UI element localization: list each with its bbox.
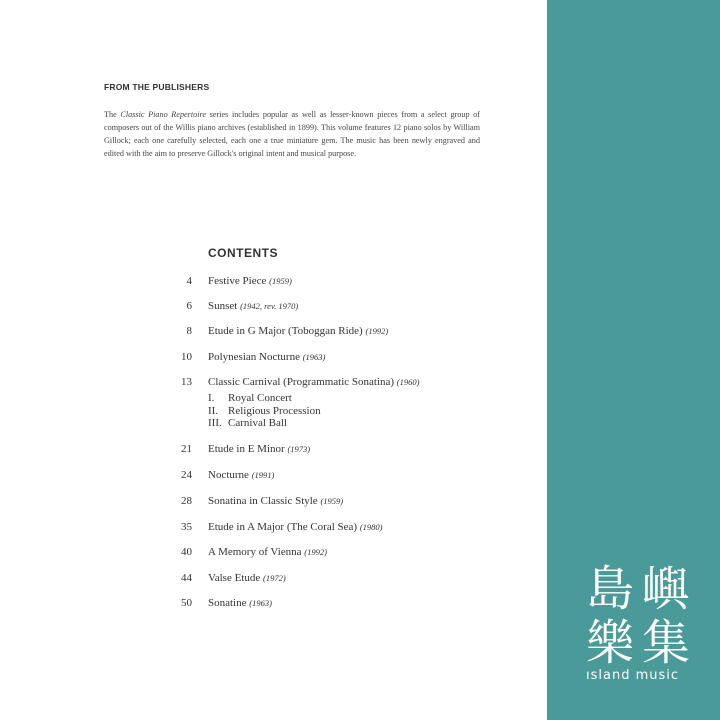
page-number: 21 — [181, 443, 192, 455]
piece-title — [208, 495, 343, 507]
logo-chinese-line1: 島嶼 — [586, 561, 699, 617]
contents-heading: CONTENTS — [208, 246, 278, 260]
piece-title — [208, 376, 419, 388]
piece-year: (1992) — [365, 326, 389, 336]
page-number: 10 — [181, 351, 192, 363]
page-number: 6 — [186, 300, 192, 312]
contents-subitem — [208, 405, 321, 417]
piece-title — [208, 443, 310, 455]
piece-year: (1963) — [302, 352, 326, 362]
page-number: 44 — [181, 572, 192, 584]
logo-chinese-line2: 樂集 — [586, 615, 699, 671]
piece-title — [208, 597, 272, 609]
piece-title — [208, 469, 274, 481]
publishers-paragraph — [104, 108, 480, 160]
piece-title — [208, 572, 286, 584]
piece-year: (1942, rev. 1970) — [240, 301, 299, 311]
page-number: 35 — [181, 521, 192, 533]
piece-name: Etude in A Major (The Coral Sea) — [208, 521, 358, 533]
piece-title — [208, 275, 292, 287]
movement-numeral: I. — [208, 392, 215, 404]
piece-year: (1963) — [249, 598, 272, 608]
piece-title — [208, 521, 383, 533]
piece-name: Classic Carnival (Programmatic Sonatina) — [208, 376, 395, 388]
publishers-heading: FROM THE PUBLISHERS — [104, 82, 210, 92]
piece-year: (1960) — [396, 377, 420, 387]
page-number: 4 — [186, 275, 192, 287]
piece-title — [208, 300, 298, 312]
piece-name: Etude in E Minor — [208, 443, 285, 455]
movement-title: Religious Procession — [228, 405, 321, 417]
logo-english: ısland music — [586, 668, 680, 683]
page-number: 50 — [181, 597, 192, 609]
piece-year: (1992) — [304, 547, 327, 557]
piece-name: Nocturne — [208, 469, 249, 481]
piece-name: Festive Piece — [208, 275, 267, 287]
piece-year: (1973) — [287, 444, 311, 454]
piece-title — [208, 351, 325, 363]
page-number: 40 — [181, 546, 192, 558]
piece-year: (1959) — [269, 276, 292, 286]
piece-year: (1959) — [320, 496, 344, 506]
text-before: The — [104, 110, 121, 119]
movement-numeral: III. — [208, 417, 222, 429]
contents-subitem — [208, 417, 287, 429]
piece-name: Valse Etude — [208, 572, 261, 584]
text-after: series includes popular as well as lesser-known pieces from a select group of composers out of the Willis piano archives (established in 1899). This volume features 12 piano solos by William Gillock; each one carefully selected, each one a true miniature gem. The music has been newly engraved and edited with the aim to preserve Gillock's original intent and musical purpose. — [104, 110, 481, 159]
piece-name: Sonatine — [208, 597, 247, 609]
piece-year: (1980) — [359, 522, 383, 532]
piece-name: Sunset — [208, 300, 238, 312]
piece-name: Polynesian Nocturne — [208, 351, 300, 363]
page-number: 8 — [186, 325, 192, 337]
page-number: 24 — [181, 469, 192, 481]
movement-title: Carnival Ball — [228, 417, 287, 429]
movement-numeral: II. — [208, 405, 219, 417]
piece-year: (1972) — [262, 573, 286, 583]
island-music-logo — [586, 562, 698, 683]
piece-title — [208, 546, 327, 558]
movement-title: Royal Concert — [228, 392, 292, 404]
contents-subitem — [208, 392, 292, 404]
piece-name: Sonatina in Classic Style — [208, 495, 318, 507]
page-number: 13 — [181, 376, 192, 388]
piece-name: A Memory of Vienna — [208, 546, 302, 558]
page-number: 28 — [181, 495, 192, 507]
piece-title — [208, 325, 388, 337]
piece-year: (1991) — [251, 470, 275, 480]
piece-name: Etude in G Major (Toboggan Ride) — [208, 325, 363, 337]
series-title: Classic Piano Repertoire — [120, 110, 207, 119]
